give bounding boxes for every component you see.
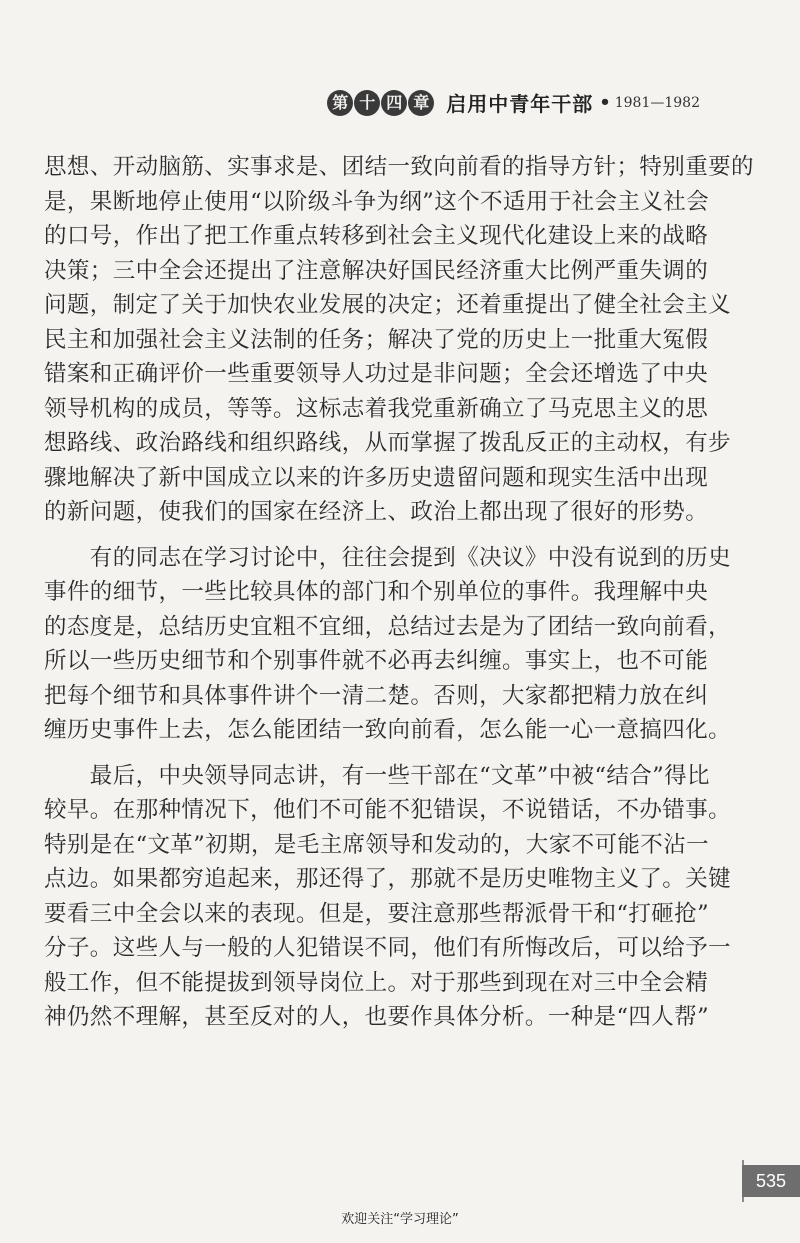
paragraph xyxy=(44,150,754,530)
body-text xyxy=(44,150,754,1035)
text-line: 要看三中全会以来的表现。但是，要注意那些帮派骨干和“打砸抢” xyxy=(44,900,710,927)
text-line: 特别是在“文革”初期，是毛主席领导和发动的，大家不可能不沾一 xyxy=(44,831,710,858)
text-line: 的新问题，使我们的国家在经济上、政治上都出现了很好的形势。 xyxy=(44,499,709,525)
paragraph xyxy=(44,541,732,748)
text-line: 是，果断地停止使用“以阶级斗争为纲”这个不适用于社会主义社会 xyxy=(44,188,710,215)
text-line: 的口号，作出了把工作重点转移到社会主义现代化建设上来的战略 xyxy=(44,223,709,249)
footer-note: 欢迎关注“学习理论” xyxy=(341,1212,459,1227)
chapter-badge-char: 第 xyxy=(327,90,353,116)
chapter-years: 1981—1982 xyxy=(614,94,700,111)
running-header xyxy=(327,88,700,117)
text-line: 的态度是，总结历史宜粗不宜细，总结过去是为了团结一致向前看， xyxy=(44,613,732,640)
chapter-badge xyxy=(327,90,434,116)
text-line: 想路线、政治路线和组织路线，从而掌握了拨乱反正的主动权，有步 xyxy=(44,430,732,456)
text-line: 领导机构的成员，等等。这标志着我党重新确立了马克思主义的思 xyxy=(44,395,709,422)
text-line: 较早。在那种情况下，他们不可能不犯错误，不说错话，不办错事。 xyxy=(44,797,732,823)
paragraph-gap xyxy=(44,530,704,541)
chapter-title: 启用中青年干部 xyxy=(446,92,594,116)
text-line: 缠历史事件上去，怎么能团结一致向前看，怎么能一心一意搞四化。 xyxy=(44,717,732,743)
text-line: 思想、开动脑筋、实事求是、团结一致向前看的指导方针；特别重要的 xyxy=(44,154,754,180)
text-line: 点边。如果都穷追起来，那还得了，那就不是历史唯物主义了。关键 xyxy=(44,866,732,892)
header-separator: • xyxy=(599,92,611,113)
page-number: 535 xyxy=(742,1165,800,1197)
text-line: 所以一些历史细节和个别事件就不必再去纠缠。事实上，也不可能 xyxy=(44,648,709,674)
text-line: 最后，中央领导同志讲，有一些干部在“文革”中被“结合”得比 xyxy=(44,762,710,789)
chapter-badge-char: 四 xyxy=(381,90,407,116)
chapter-badge-char: 章 xyxy=(408,90,434,116)
text-line: 决策；三中全会还提出了注意解决好国民经济重大比例严重失调的 xyxy=(44,257,709,284)
text-line: 有的同志在学习讨论中，往往会提到《决议》中没有说到的历史 xyxy=(44,544,732,571)
text-line: 把每个细节和具体事件讲个一清二楚。否则，大家都把精力放在纠 xyxy=(44,682,709,709)
paragraph xyxy=(44,759,732,1035)
paragraph-gap xyxy=(44,748,704,759)
text-line: 分子。这些人与一般的人犯错误不同，他们有所悔改后，可以给予一 xyxy=(44,935,732,961)
text-line: 骤地解决了新中国成立以来的许多历史遗留问题和现实生活中出现 xyxy=(44,464,709,491)
text-line: 民主和加强社会主义法制的任务；解决了党的历史上一批重大冤假 xyxy=(44,326,709,353)
text-line: 错案和正确评价一些重要领导人功过是非问题；全会还增选了中央 xyxy=(44,361,709,387)
text-line: 事件的细节，一些比较具体的部门和个别单位的事件。我理解中央 xyxy=(44,579,709,605)
text-line: 神仍然不理解，甚至反对的人，也要作具体分析。一种是“四人帮” xyxy=(44,1004,710,1030)
text-line: 般工作，但不能提拔到领导岗位上。对于那些到现在对三中全会精 xyxy=(44,969,709,996)
chapter-badge-char: 十 xyxy=(354,90,380,116)
text-line: 问题，制定了关于加快农业发展的决定；还着重提出了健全社会主义 xyxy=(44,292,732,318)
